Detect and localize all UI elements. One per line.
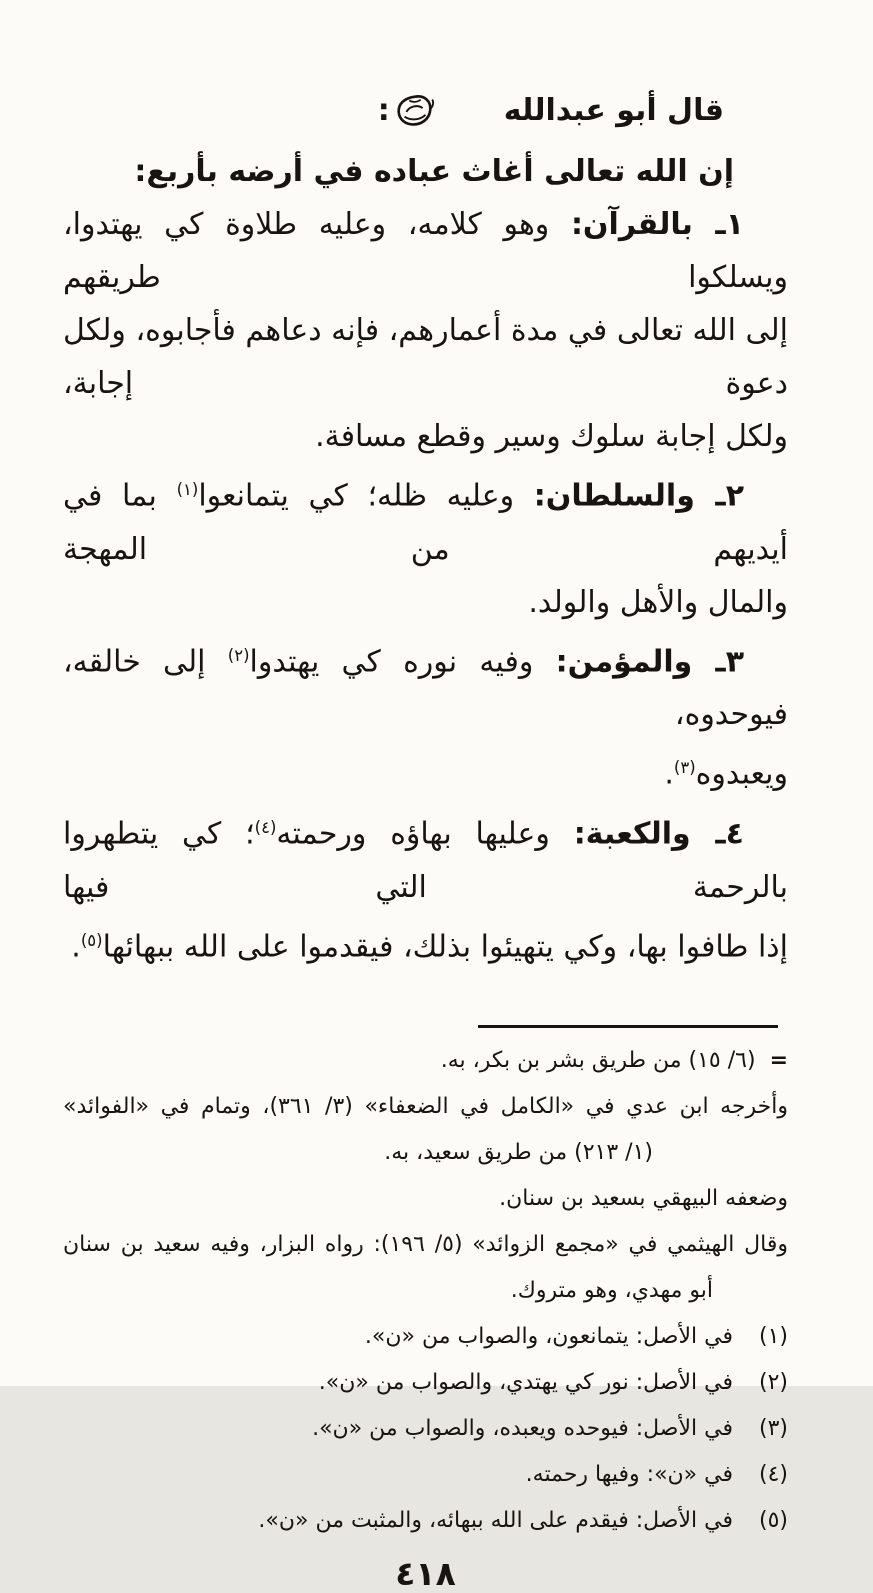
intro-line: إن الله تعالى أغاث عباده في أرضه بأربع:: [134, 154, 734, 189]
paragraph-text: ؛ كي يتطهروا بالرحمة التي فيها: [63, 816, 788, 905]
body-paragraph: [63, 463, 788, 629]
opening-text: قال أبو عبدالله: [503, 93, 724, 128]
footnote-ref: (٤): [254, 818, 277, 838]
paragraph-text: .: [664, 757, 674, 793]
footnote-text: (٦/ ١٥) من طريق بشر بن بكر، به.: [440, 1047, 756, 1073]
footnote-ref: (٣): [673, 758, 696, 778]
paragraph-line: [63, 198, 788, 304]
footnote-item: [63, 1452, 788, 1498]
footnote-continuation-line: [63, 1176, 788, 1222]
paragraph-text: إذا طافوا بها، وكي يتهيئوا بذلك، فيقدموا على الله ببهائها: [102, 929, 788, 965]
footnote-text: في «ن»: وفيها رحمته.: [525, 1461, 733, 1487]
footnote-numbered-list: [63, 1314, 788, 1544]
paragraph-text: إلى خالقه، فيوحدوه،: [63, 644, 788, 733]
paragraph-line: [63, 576, 788, 629]
footnote-ref: (١): [176, 480, 199, 499]
footnote-continuation-line: [63, 1268, 788, 1314]
paragraph-text: وهو كلامه، وعليه طلاوة كي يهتدوا، ويسلكوا طريقهم: [63, 207, 788, 295]
footnotes-section: [63, 1038, 788, 1544]
footnote-number: (٢): [758, 1369, 788, 1395]
footnote-text: وأخرجه ابن عدي في «الكامل في الضعفاء» (٣/ ٣٦١)، وتمام في «الفوائد»: [63, 1093, 788, 1119]
footnote-number: (١): [758, 1323, 788, 1349]
footnote-item: [63, 1360, 788, 1406]
opening-line: [63, 84, 788, 137]
footnote-item: [63, 1498, 788, 1544]
paragraph-line: [63, 629, 788, 742]
paragraph-text: إلى الله تعالى في مدة أعمارهم، فإنه دعاهم فأجابوه، ولكل دعوة إجابة،: [63, 313, 788, 401]
body-paragraph: [63, 198, 788, 463]
body-paragraph: [63, 801, 788, 973]
paragraph-lead: ٤ـ والكعبة:: [573, 816, 744, 852]
paragraph-text: وعليها بهاؤه ورحمته: [276, 816, 574, 852]
paragraph-line: [63, 801, 788, 914]
page-number: ٤١٨: [395, 1553, 456, 1593]
paragraph-text: والمال والأهل والولد.: [528, 584, 788, 620]
footnote-number: (٤): [758, 1461, 788, 1487]
footnote-continuation-line: [63, 1038, 788, 1084]
paragraph-lead: ٢ـ والسلطان:: [533, 478, 745, 514]
paragraph-line: [63, 304, 788, 410]
footnote-item: [63, 1314, 788, 1360]
footnote-text: (١/ ٢١٣) من طريق سعيد، به.: [384, 1139, 653, 1165]
footnote-text: في الأصل: يتمانعون، والصواب من «ن».: [364, 1323, 733, 1349]
footnote-text: وضعفه البيهقي بسعيد بن سنان.: [499, 1185, 788, 1211]
paragraph-text: وعليه ظله؛ كي يتمانعوا: [198, 478, 534, 514]
paragraph-line: [63, 463, 788, 576]
paragraph-lead: ١ـ بالقرآن:: [570, 207, 744, 242]
opening-colon: :: [377, 93, 390, 128]
paragraph-text: بما في أيديهم من المهجة: [63, 478, 788, 567]
paragraph-lead: ٣ـ والمؤمن:: [555, 644, 744, 680]
footnote-item: [63, 1406, 788, 1452]
paragraph-text: وفيه نوره كي يهتدوا: [249, 644, 556, 680]
footnote-text: في الأصل: فيوحده ويعبده، والصواب من «ن».: [312, 1415, 733, 1441]
paragraph-line: [63, 741, 788, 801]
footnote-text: في الأصل: فيقدم على الله ببهائه، والمثبت من «ن».: [258, 1507, 733, 1533]
footnote-number: (٣): [758, 1415, 788, 1441]
paragraph-text: .: [71, 929, 81, 965]
footnote-continuation-marker: =: [769, 1047, 788, 1073]
footnote-ref: (٥): [80, 930, 103, 950]
footnote-continuation-line: [63, 1222, 788, 1268]
footnote-number: (٥): [758, 1507, 788, 1533]
footnote-continuation-line: [63, 1084, 788, 1130]
paragraph-line: [63, 914, 788, 974]
footnote-separator: [478, 1025, 778, 1028]
footnote-text: أبو مهدي، وهو متروك.: [510, 1277, 713, 1303]
paragraph-line: [63, 410, 788, 463]
footnote-continuation-block: [63, 1038, 788, 1314]
footnote-continuation-line: [63, 1130, 788, 1176]
body-paragraphs: [63, 198, 788, 974]
body-paragraph: [63, 629, 788, 801]
paragraph-text: ويعبدوه: [695, 757, 788, 793]
footnote-ref: (٢): [227, 645, 250, 665]
paragraph-text: ولكل إجابة سلوك وسير وقطع مسافة.: [315, 419, 788, 454]
footnote-text: في الأصل: نور كي يهتدي، والصواب من «ن».: [318, 1369, 733, 1395]
footnote-text: وقال الهيثمي في «مجمع الزوائد» (٥/ ١٩٦): رواه البزار، وفيه سعيد بن سنان: [63, 1231, 789, 1257]
main-text: [63, 84, 788, 974]
honorific-calligraphy-icon: [395, 93, 499, 129]
